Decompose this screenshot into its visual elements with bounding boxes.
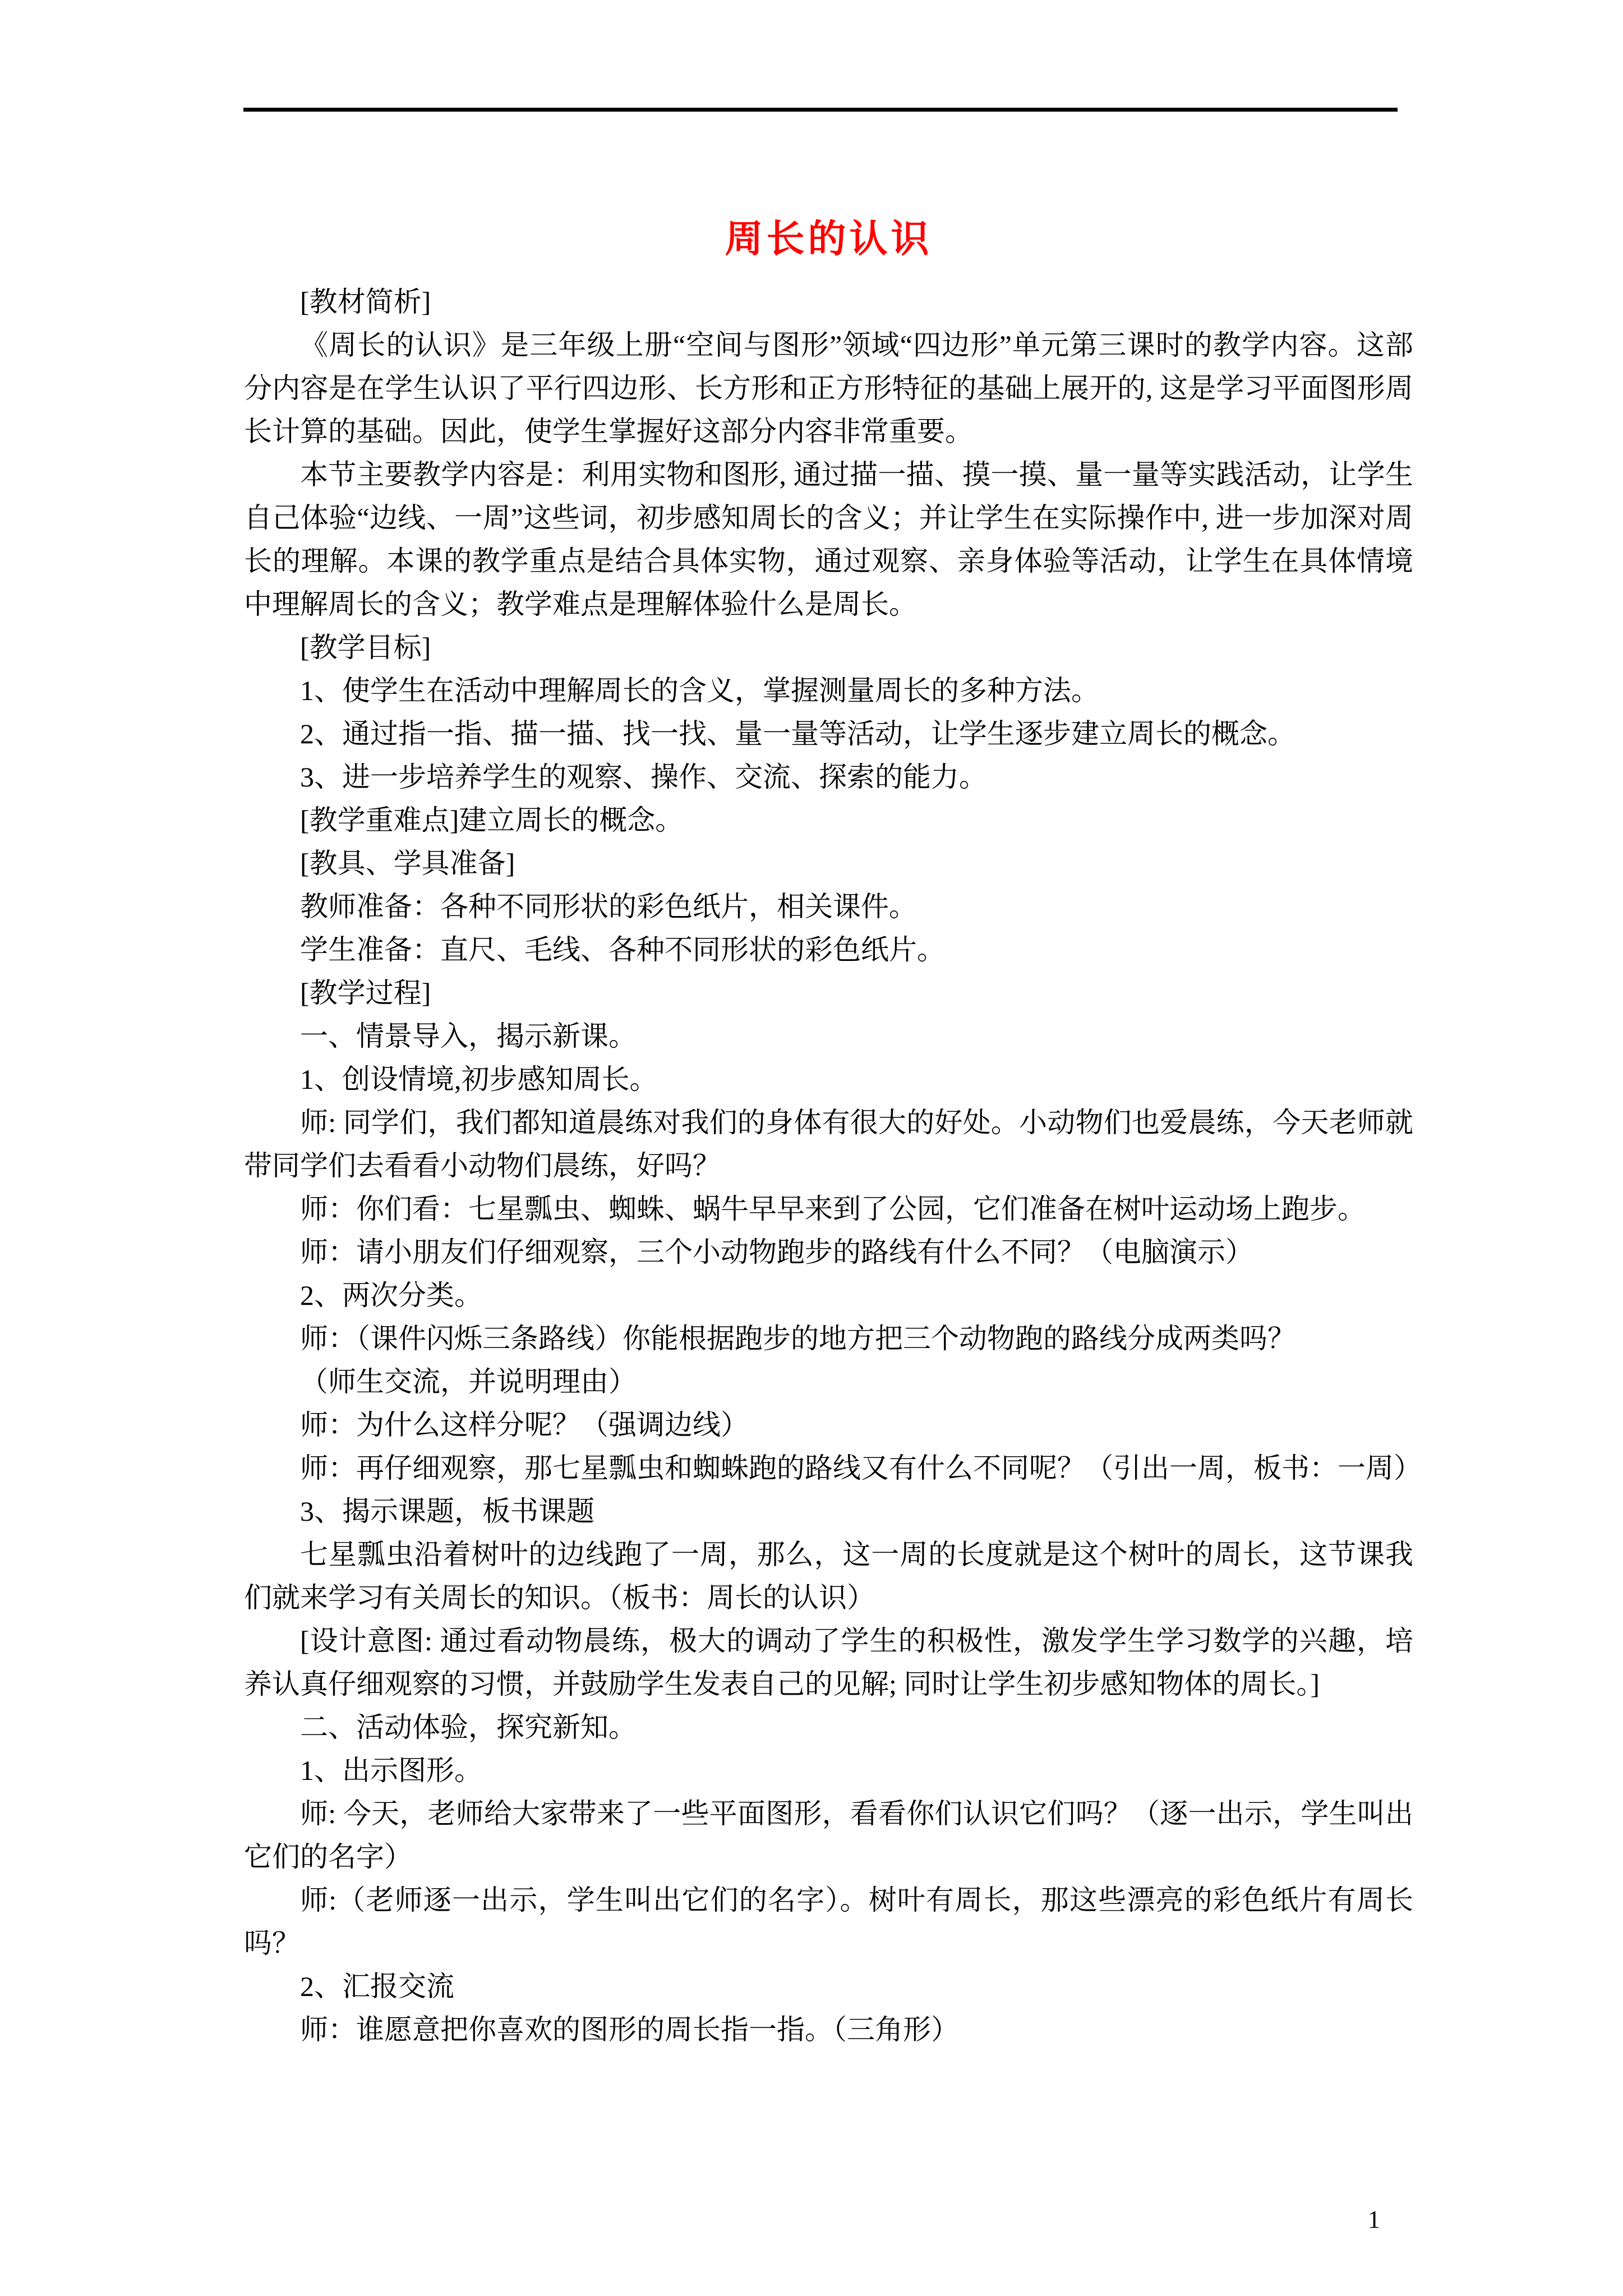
paragraph: [教学重难点]建立周长的概念。 bbox=[300, 804, 684, 836]
paragraph: [教材简析] bbox=[300, 286, 431, 318]
paragraph: 2、汇报交流 bbox=[300, 1971, 454, 2002]
paragraph: 本节主要教学内容是：利用实物和图形, 通过描一描、摸一摸、量一量等实践活动，让学生自己体验“边线、一周”这些词，初步感知周长的含义；并让学生在实际操作中, 进一步加深对周长的理解。本课的教学重点是结合具体实物，通过观察、亲身体验等活动，让学生在具体情境中理解周长的含义；教学难点是理解体验什么是周长。 bbox=[244, 459, 1413, 620]
paragraph: 1、出示图形。 bbox=[300, 1755, 482, 1786]
paragraph: 教师准备：各种不同形状的彩色纸片，相关课件。 bbox=[300, 891, 917, 922]
paragraph: 1、创设情境,初步感知周长。 bbox=[300, 1064, 658, 1095]
paragraph: 2、两次分类。 bbox=[300, 1280, 482, 1311]
paragraph: 师：你们看：七星瓢虫、蜘蛛、蜗牛早早来到了公园，它们准备在树叶运动场上跑步。 bbox=[300, 1193, 1366, 1225]
paragraph: 师：谁愿意把你喜欢的图形的周长指一指。（三角形） bbox=[300, 2014, 959, 2045]
paragraph: 学生准备：直尺、毛线、各种不同形状的彩色纸片。 bbox=[300, 934, 945, 965]
paragraph: 3、进一步培养学生的观察、操作、交流、探索的能力。 bbox=[300, 761, 987, 793]
paragraph: [教具、学具准备] bbox=[300, 848, 515, 879]
paragraph: [教学过程] bbox=[300, 977, 431, 1009]
paragraph: [设计意图: 通过看动物晨练，极大的调动了学生的积极性，激发学生学习数学的兴趣，培养认真仔细观察的习惯，并鼓励学生发表自己的见解; 同时让学生初步感知物体的周长。] bbox=[244, 1625, 1413, 1700]
page-number: 1 bbox=[1368, 2206, 1380, 2233]
paragraph: 师：（课件闪烁三条路线）你能根据跑步的地方把三个动物跑的路线分成两类吗？ bbox=[300, 1323, 1295, 1354]
paragraph: 师：为什么这样分呢？（强调边线） bbox=[300, 1409, 749, 1441]
paragraph: 1、使学生在活动中理解周长的含义，掌握测量周长的多种方法。 bbox=[300, 675, 1099, 706]
paragraph: （师生交流，并说明理由） bbox=[300, 1366, 637, 1397]
paragraph: 师：再仔细观察，那七星瓢虫和蜘蛛跑的路线又有什么不同呢？（引出一周，板书：一周） bbox=[300, 1452, 1422, 1484]
header-rule bbox=[243, 108, 1398, 112]
paragraph: 师: 同学们，我们都知道晨练对我们的身体有很大的好处。小动物们也爱晨练，今天老师就带同学们去看看小动物们晨练，好吗？ bbox=[244, 1107, 1413, 1181]
paragraph: 师: 今天，老师给大家带来了一些平面图形，看看你们认识它们吗？（逐一出示，学生叫出它们的名字） bbox=[244, 1798, 1413, 1872]
paragraph: 3、揭示课题，板书课题 bbox=[300, 1496, 594, 1527]
paragraph: 二、活动体验，探究新知。 bbox=[300, 1711, 637, 1743]
paragraph: [教学目标] bbox=[300, 632, 431, 663]
paragraph: 师：请小朋友们仔细观察，三个小动物跑步的路线有什么不同？（电脑演示） bbox=[300, 1236, 1253, 1268]
document-title: 周长的认识 bbox=[725, 218, 933, 260]
paragraph: 七星瓢虫沿着树叶的边线跑了一周，那么，这一周的长度就是这个树叶的周长，这节课我们就来学习有关周长的知识。（板书：周长的认识） bbox=[244, 1539, 1413, 1613]
document-body bbox=[244, 280, 1422, 2051]
paragraph: 一、情景导入，揭示新课。 bbox=[300, 1020, 637, 1052]
paragraph: 《周长的认识》是三年级上册“空间与图形”领域“四边形”单元第三课时的教学内容。这部分内容是在学生认识了平行四边形、长方形和正方形特征的基础上展开的, 这是学习平面图形周长计算的基础。因此，使学生掌握好这部分内容非常重要。 bbox=[244, 329, 1413, 447]
paragraph: 2、通过指一指、描一描、找一找、量一量等活动，让学生逐步建立周长的概念。 bbox=[300, 718, 1295, 749]
paragraph: 师:（老师逐一出示，学生叫出它们的名字）。树叶有周长，那这些漂亮的彩色纸片有周长吗？ bbox=[244, 1884, 1413, 1959]
